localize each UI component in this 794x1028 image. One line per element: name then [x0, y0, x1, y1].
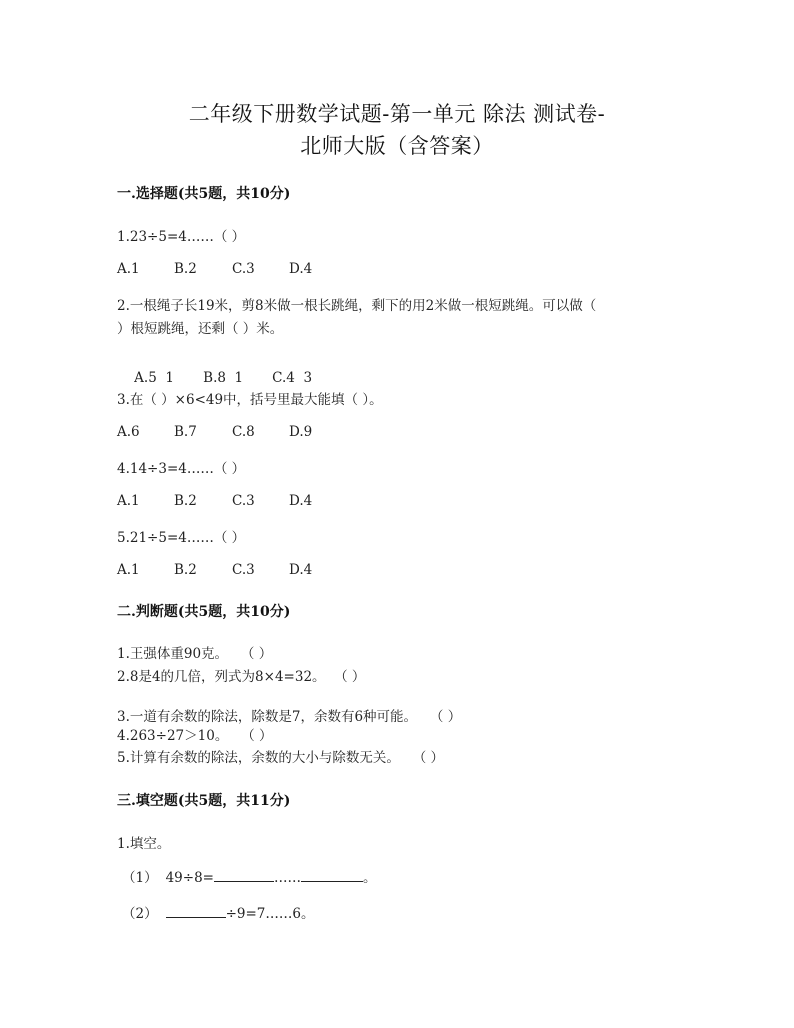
judgement-item-3: 3.一道有余数的除法，除数是7，余数有6种可能。 （ ） — [117, 709, 462, 725]
sub-expression: ÷9=7……6。 — [225, 906, 315, 922]
sub-expression: 49÷8= — [165, 870, 214, 886]
section-heading-fill: 三.填空题(共5题，共11分) — [117, 793, 291, 809]
fill-sub-2 — [122, 902, 314, 922]
question-3-options — [117, 424, 312, 440]
end-mark: 。 — [362, 870, 377, 886]
section-heading-judgement: 二.判断题(共5题，共10分) — [117, 604, 291, 620]
option-c: C.3 — [232, 562, 255, 578]
judgement-item-1: 1.王强体重90克。 （ ） — [117, 646, 273, 662]
judgement-item-2: 2.8是4的几倍，列式为8×4=32。 （ ） — [117, 669, 366, 685]
question-1-stem: 1.23÷5=4……（ ） — [117, 229, 246, 245]
option-b: B.2 — [174, 261, 197, 277]
answer-blank[interactable] — [166, 903, 226, 918]
document-title-line1: 二年级下册数学试题-第一单元 除法 测试卷- — [188, 102, 606, 126]
option-a: A.1 — [117, 562, 140, 578]
option-b: B.2 — [174, 562, 197, 578]
question-3-stem: 3.在（ ）×6<49中，括号里最大能填（ ）。 — [117, 392, 383, 408]
document-title-line2: 北师大版（含答案） — [300, 134, 494, 158]
sub-label: （1） — [122, 870, 158, 886]
option-d: D.4 — [289, 493, 313, 509]
fill-sub-1 — [122, 866, 376, 886]
question-4-stem: 4.14÷3=4……（ ） — [117, 461, 246, 477]
judgement-item-5: 5.计算有余数的除法，余数的大小与除数无关。 （ ） — [117, 750, 445, 766]
option-b: B.8 1 — [203, 370, 244, 386]
option-d: D.4 — [289, 562, 313, 578]
answer-blank[interactable] — [214, 867, 274, 882]
option-a: A.6 — [117, 424, 140, 440]
option-a: A.1 — [117, 261, 140, 277]
option-c: C.3 — [232, 261, 255, 277]
question-2-stem-line2: ）根短跳绳，还剩（ ）米。 — [117, 321, 284, 337]
option-b: B.7 — [174, 424, 197, 440]
ellipsis: …… — [273, 870, 301, 886]
sub-label: （2） — [122, 906, 158, 922]
question-5-options — [117, 562, 312, 578]
section-heading-choice: 一.选择题(共5题，共10分) — [117, 186, 291, 202]
fill-question-1-stem: 1.填空。 — [117, 836, 171, 852]
option-d: D.4 — [289, 261, 313, 277]
option-c: C.8 — [232, 424, 255, 440]
question-2-stem-line1: 2.一根绳子长19米，剪8米做一根长跳绳，剩下的用2米做一根短跳绳。可以做（ — [117, 298, 597, 314]
option-a: A.5 1 — [134, 370, 174, 386]
answer-blank[interactable] — [301, 867, 363, 882]
question-4-options — [117, 493, 312, 509]
question-5-stem: 5.21÷5=4……（ ） — [117, 530, 246, 546]
option-d: D.9 — [289, 424, 313, 440]
option-c: C.4 3 — [272, 370, 313, 386]
option-b: B.2 — [174, 493, 197, 509]
option-c: C.3 — [232, 493, 255, 509]
judgement-item-4: 4.263÷27＞10。 （ ） — [117, 728, 273, 744]
question-1-options — [117, 261, 312, 277]
option-a: A.1 — [117, 493, 140, 509]
